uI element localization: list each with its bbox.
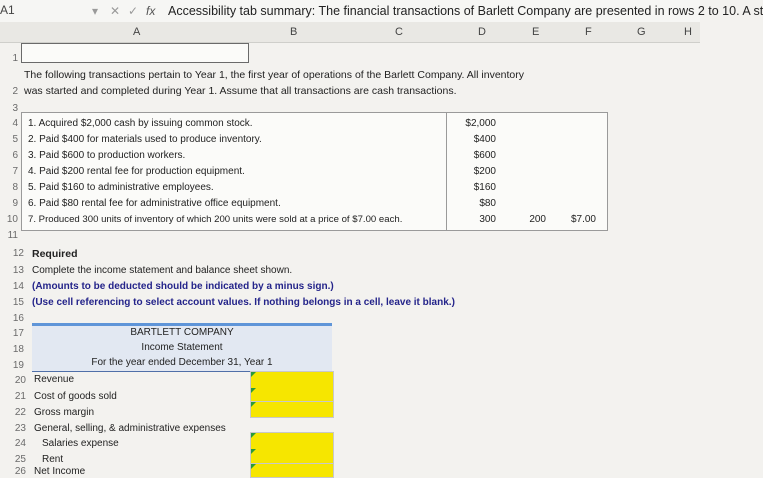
row-number: 25	[14, 454, 26, 465]
row-number: 26	[14, 466, 26, 477]
row-number: 19	[12, 360, 24, 371]
statement-row-label: Salaries expense	[42, 438, 119, 449]
row-number: 21	[14, 391, 26, 402]
selected-cell-a1[interactable]	[21, 43, 249, 63]
statement-row-label: Rent	[42, 454, 64, 465]
row-number: 10	[6, 214, 18, 225]
cell-comment-indicator	[251, 449, 256, 454]
required-line-1: Complete the income statement and balance sheet shown.	[32, 265, 293, 276]
statement-title: Income Statement	[141, 342, 223, 353]
transaction-label[interactable]: 7. Produced 300 units of inventory of which 200 units were sold at a price of $7.00 each.	[28, 214, 403, 225]
transaction-label[interactable]: 3. Paid $600 to production workers.	[28, 150, 186, 161]
cell-comment-indicator	[251, 433, 256, 438]
required-line-3: (Use cell referencing to select account values. If nothing belongs in a cell, leave it blank.)	[32, 297, 455, 308]
transaction-amount[interactable]: 300	[479, 214, 496, 225]
cell-comment-indicator	[251, 388, 256, 393]
transaction-amount[interactable]: $600	[473, 150, 496, 161]
transaction-amount[interactable]: $200	[473, 166, 496, 177]
row-number: 15	[12, 297, 24, 308]
net-income-input-cell[interactable]	[250, 463, 334, 478]
transaction-label[interactable]: 6. Paid $80 rental fee for administrative office equipment.	[28, 198, 281, 209]
statement-period: For the year ended December 31, Year 1	[91, 357, 273, 368]
column-header-e[interactable]: E	[532, 26, 540, 38]
row-number: 24	[14, 438, 26, 449]
required-heading: Required	[32, 248, 78, 260]
row-number: 12	[12, 248, 24, 259]
row-number: 16	[12, 313, 24, 324]
function-icon[interactable]: fx	[146, 4, 156, 18]
cancel-icon[interactable]: ✕	[110, 4, 121, 18]
column-header-g[interactable]: G	[637, 26, 646, 38]
column-header-a[interactable]: A	[133, 26, 141, 38]
price-cell[interactable]: $7.00	[570, 214, 596, 225]
row-number: 11	[7, 230, 18, 241]
company-name: BARTLETT COMPANY	[130, 327, 234, 338]
row-number: 8	[12, 182, 18, 193]
transaction-amount[interactable]: $80	[479, 198, 496, 209]
column-header-bar	[0, 22, 700, 43]
units-sold-cell[interactable]: 200	[529, 214, 546, 225]
transaction-label[interactable]: 2. Paid $400 for materials used to produce inventory.	[28, 134, 262, 145]
transaction-amount[interactable]: $160	[473, 182, 496, 193]
row-number: 17	[12, 328, 24, 339]
transaction-label[interactable]: 5. Paid $160 to administrative employees.	[28, 182, 214, 193]
row-number: 7	[12, 166, 18, 177]
column-header-b[interactable]: B	[290, 26, 298, 38]
dropdown-icon[interactable]: ▾	[92, 4, 99, 18]
gross-margin-input-cell[interactable]	[250, 401, 334, 418]
statement-row-label: Revenue	[34, 374, 75, 385]
row-number: 2	[12, 86, 18, 97]
intro-line-2: was started and completed during Year 1. Assume that all transactions are cash transactions.	[24, 85, 457, 97]
expenses-input-cell[interactable]	[250, 432, 334, 464]
row-number: 1	[12, 53, 18, 64]
row-number: 14	[12, 281, 24, 292]
confirm-icon[interactable]: ✓	[128, 4, 139, 18]
row-number: 20	[14, 375, 26, 386]
divider	[446, 112, 447, 230]
row-number: 23	[14, 423, 26, 434]
name-box[interactable]: A1	[0, 3, 15, 17]
row-number: 18	[12, 344, 24, 355]
transaction-amount[interactable]: $2,000	[465, 118, 496, 129]
row-number: 13	[12, 265, 24, 276]
transaction-label[interactable]: 1. Acquired $2,000 cash by issuing common stock.	[28, 118, 253, 129]
revenue-input-cell[interactable]	[250, 371, 334, 403]
row-number: 22	[14, 407, 26, 418]
cell-comment-indicator	[251, 464, 256, 469]
column-header-c[interactable]: C	[395, 26, 403, 38]
column-header-f[interactable]: F	[585, 26, 592, 38]
row-number: 6	[12, 150, 18, 161]
cell-comment-indicator	[251, 402, 256, 407]
row-number: 3	[12, 103, 18, 114]
row-number: 9	[12, 198, 18, 209]
column-header-h[interactable]: H	[684, 26, 692, 38]
statement-row-label: Net Income	[34, 466, 86, 477]
transaction-label[interactable]: 4. Paid $200 rental fee for production equipment.	[28, 166, 245, 177]
cell-comment-indicator	[251, 372, 256, 377]
formula-input[interactable]: Accessibility tab summary: The financial transactions of Barlett Company are presented in rows 2 to 10. A st	[168, 4, 763, 18]
statement-row-label: Gross margin	[34, 407, 95, 418]
statement-row-label: Cost of goods sold	[34, 391, 117, 402]
column-header-d[interactable]: D	[478, 26, 486, 38]
row-number: 4	[12, 118, 18, 129]
intro-line-1: The following transactions pertain to Year 1, the first year of operations of the Barlett Company. All inventory	[24, 69, 524, 81]
required-line-2: (Amounts to be deducted should be indicated by a minus sign.)	[32, 281, 334, 292]
statement-row-label: General, selling, & administrative expenses	[34, 423, 226, 434]
row-number: 5	[12, 134, 18, 145]
transaction-amount[interactable]: $400	[473, 134, 496, 145]
